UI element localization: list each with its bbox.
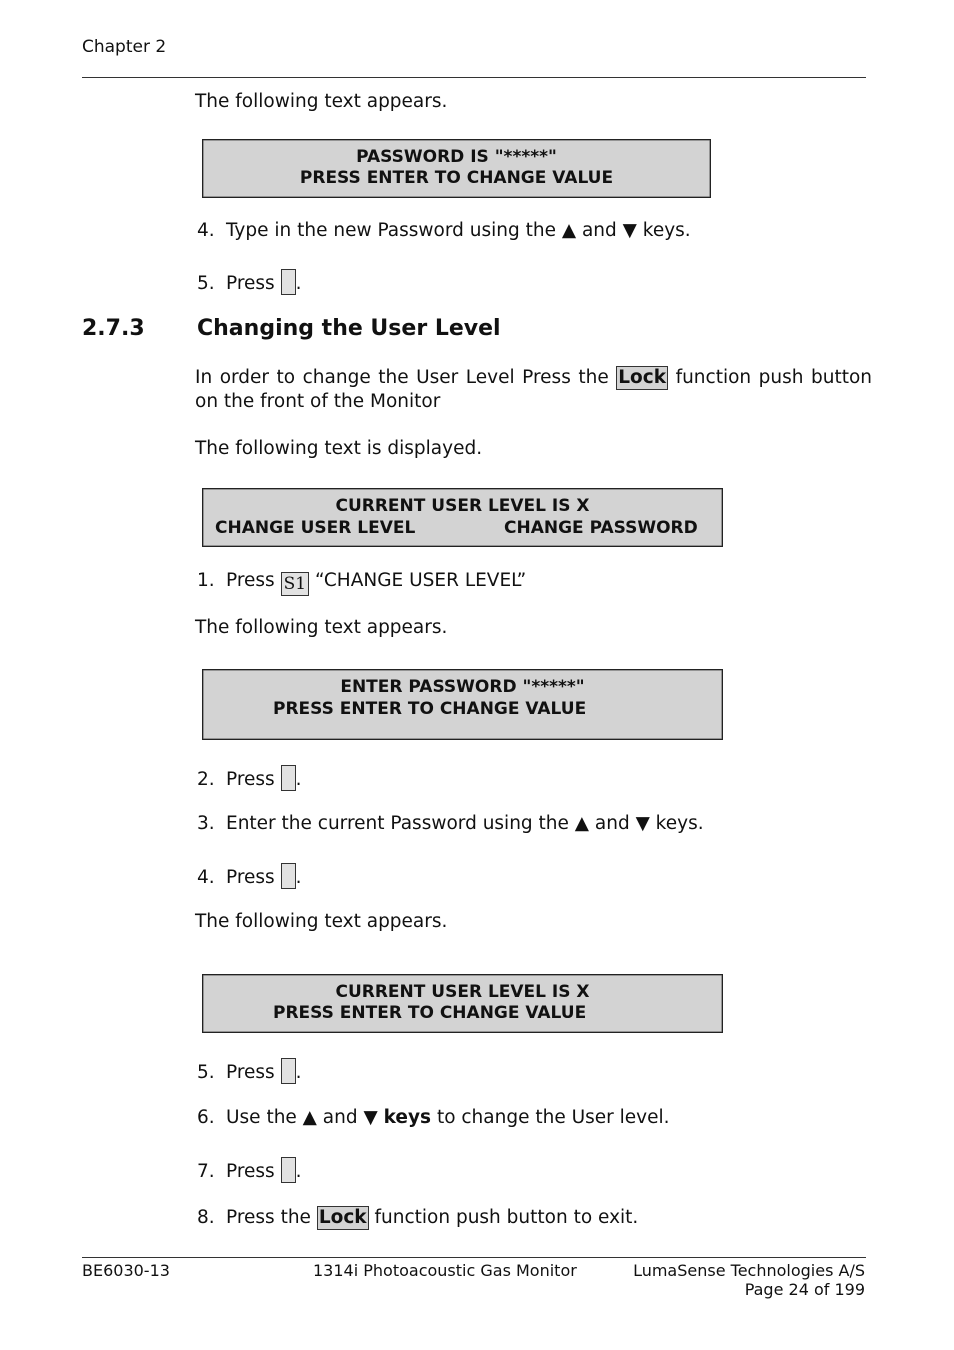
step-7-press — [197, 1157, 301, 1183]
step-number: 1. — [197, 570, 215, 591]
step-number: 4. — [197, 867, 215, 888]
lcd-line-2: PRESS ENTER TO CHANGE VALUE — [273, 699, 587, 719]
step-text: Press the — [226, 1207, 311, 1228]
lcd-line-1: CURRENT USER LEVEL IS X — [335, 496, 590, 516]
following-text-2: The following text appears. — [195, 617, 448, 638]
step-bold-keys: keys — [383, 1107, 432, 1128]
step-number: 6. — [197, 1107, 215, 1128]
step-1-press-s1 — [197, 570, 526, 596]
step-text-after: function push button to exit. — [374, 1207, 639, 1228]
step-number: 2. — [197, 769, 215, 790]
step-text: Press — [226, 273, 275, 294]
step-number: 8. — [197, 1207, 215, 1228]
step-2-press — [197, 765, 301, 791]
section-number: 2.7.3 — [82, 316, 145, 341]
para-text-before: In order to change the User Level Press the — [195, 367, 609, 388]
step-text: Press — [226, 1062, 275, 1083]
footer-page: Page 24 of 199 — [744, 1280, 865, 1299]
step-4-type-password — [197, 220, 691, 241]
chapter-header: Chapter 2 — [82, 37, 167, 57]
enter-key-icon — [281, 1157, 296, 1183]
following-text-1: The following text appears. — [195, 91, 448, 112]
step-number: 5. — [197, 273, 215, 294]
step-number: 7. — [197, 1161, 215, 1182]
lcd-line-2-right: CHANGE PASSWORD — [504, 518, 698, 538]
footer-doc-id: BE6030-13 — [82, 1261, 170, 1280]
step-number: 3. — [197, 813, 215, 834]
step-3-enter-password — [197, 813, 704, 834]
step-text: Use the ▲ and ▼ — [226, 1107, 378, 1128]
header-rule — [82, 77, 866, 78]
lock-button-label: Lock — [318, 1207, 367, 1228]
step-text: Press — [226, 1161, 275, 1182]
lcd-line-1: ENTER PASSWORD "*****" — [340, 677, 585, 697]
footer-product: 1314i Photoacoustic Gas Monitor — [313, 1261, 577, 1280]
lcd-line-1: CURRENT USER LEVEL IS X — [335, 982, 590, 1002]
step-period: . — [295, 769, 302, 790]
step-4-press — [197, 863, 301, 889]
lcd-display-enter-password — [202, 669, 723, 740]
footer-company: LumaSense Technologies A/S — [633, 1261, 865, 1280]
lcd-display-current-level — [202, 974, 723, 1033]
step-period: . — [295, 1161, 302, 1182]
lcd-line-2-left: CHANGE USER LEVEL — [215, 518, 416, 538]
intro-paragraph — [195, 366, 872, 414]
lcd-line-2: PRESS ENTER TO CHANGE VALUE — [273, 1003, 587, 1023]
step-text: Enter the current Password using the ▲ and ▼ keys. — [226, 813, 704, 834]
footer-rule — [82, 1257, 866, 1258]
enter-key-icon — [281, 1058, 296, 1084]
step-text-after: “CHANGE USER LEVEL” — [314, 570, 527, 591]
lcd-line-2: PRESS ENTER TO CHANGE VALUE — [299, 168, 614, 188]
enter-key-icon — [281, 863, 296, 889]
step-text: Press — [226, 867, 275, 888]
step-8-exit — [197, 1206, 638, 1230]
step-number: 5. — [197, 1062, 215, 1083]
enter-key-icon — [281, 269, 296, 295]
enter-key-icon — [281, 765, 296, 791]
lcd-display-password — [202, 139, 711, 198]
step-period: . — [295, 867, 302, 888]
lcd-display-user-level — [202, 488, 723, 547]
step-5-press — [197, 1058, 301, 1084]
lcd-line-1: PASSWORD IS "*****" — [356, 147, 557, 167]
following-text-3: The following text appears. — [195, 911, 448, 932]
step-6-change-level — [197, 1107, 670, 1128]
section-title: Changing the User Level — [197, 316, 501, 341]
step-text: Press — [226, 570, 275, 591]
s1-key-icon: S1 — [281, 572, 309, 596]
following-text-displayed: The following text is displayed. — [195, 438, 483, 459]
step-5-press — [197, 269, 301, 295]
step-text: Press — [226, 769, 275, 790]
step-number: 4. — [197, 220, 215, 241]
step-text-after: to change the User level. — [436, 1107, 670, 1128]
step-text: Type in the new Password using the ▲ and ▼ keys. — [226, 220, 691, 241]
lock-button-label: Lock — [618, 367, 667, 388]
para-text-after: function push button on the front of the Monitor — [195, 367, 873, 412]
step-period: . — [295, 1062, 302, 1083]
step-period: . — [295, 273, 302, 294]
